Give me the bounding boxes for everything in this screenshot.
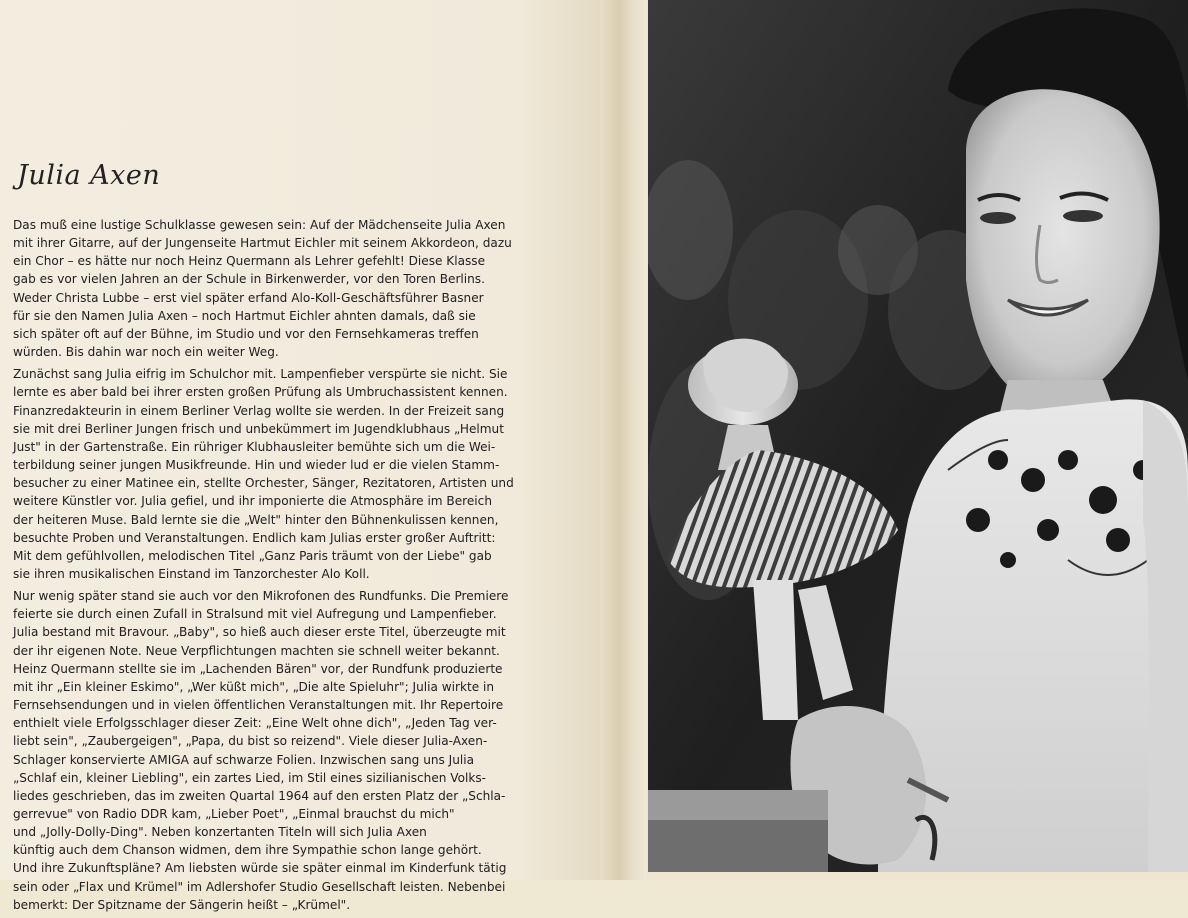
article-title: Julia Axen	[17, 160, 161, 191]
paragraph-1: Das muß eine lustige Schulklasse gewesen sein: Auf der Mädchenseite Julia Axen mit ihrer Gitarre, auf der Jungenseite Hartmut Eichler mit seinem Akkordeon, dazu ein Chor – es hätte nur noch Heinz Quermann als Lehrer gefehlt! Diese Klasse gab es vor vielen Jahren an der Schule in Birkenwerder, vor den Toren Berlins. Weder Christa Lubbe – erst viel später erfand Alo-Koll-Geschäftsführer Basner für sie den Namen Julia Axen – noch Hartmut Eichler ahnten damals, daß sie sich später oft auf der Bühne, im Studio und vor den Fernsehkameras treffen würden. Bis dahin war noch ein weiter Weg.	[13, 218, 512, 360]
paragraph-3: Nur wenig später stand sie auch vor den Mikrofonen des Rundfunks. Die Premiere feierte sie durch einen Zufall in Stralsund mit viel Aufregung und Lampenfieber. Julia bestand mit Bravour. „Baby", so hieß auch dieser erste Titel, überzeugte mit der ihr eigenen Note. Neue Verpflichtungen machten sie schnell weiter bekannt. Heinz Quermann stellte sie im „Lachenden Bären" vor, der Rundfunk produzierte mit ihr „Ein kleiner Eskimo", „Wer küßt mich", „Die alte Spieluhr"; Julia wirkte in Fernsehsendungen und in vielen öffentlichen Veranstaltungen mit. Ihr Repertoire enthielt viele Erfolgsschlager dieser Zeit: „Eine Welt ohne dich", „Jeden Tag ver- liebt sein", „Zaubergeigen", „Papa, du bist so reizend". Viele dieser Julia-Axen- Schlager konservierte AMIGA auf schwarze Folien. Inzwischen sang uns Julia „Schlaf ein, kleiner Liebling", ein zartes Lied, im Stil eines sizilianischen Volks- liedes geschrieben, das im zweiten Quartal 1964 auf den ersten Platz der „Schla- gerrevue" von Radio DDR kam, „Lieber Poet", „Einmal brauchst du mich" und „Jolly-Dolly-Ding". Neben konzertanten Titeln will sich Julia Axen künftig auch dem Chanson widmen, dem ihre Sympathie schon lange gehört. Und ihre Zukunftspläne? Am liebsten würde sie später einmal im Kinderfunk tätig sein oder „Flax und Krümel" im Adlershofer Studio Gesellschaft leisten. Nebenbei bemerkt: Der Spitzname der Sängerin heißt – „Krümel".	[13, 589, 509, 912]
photo-illustration	[648, 0, 1188, 872]
article-body	[13, 216, 576, 918]
paragraph-2: Zunächst sang Julia eifrig im Schulchor mit. Lampenfieber verspürte sie nicht. Sie lernte es aber bald bei ihrer ersten großen Prüfung als Umbruchassistent kennen. Finanzredakteurin in einem Berliner Verlag wollte sie werden. In der Freizeit sang sie mit drei Berliner Jungen frisch und unbekümmert im Jugendklubhaus „Helmut Just" in der Gartenstraße. Ein rühriger Klubhausleiter bemühte sich um die Wei- terbildung seiner jungen Musikfreunde. Hin und wieder lud er die vielen Stamm- besucher zu einer Matinee ein, stellte Orchester, Sänger, Rezitatoren, Artisten und weitere Künstler vor. Julia gefiel, und ihr imponierte die Atmosphäre im Bereich der heiteren Muse. Bald lernte sie die „Welt" hinter den Bühnenkulissen kennen, besuchte Proben und Veranstaltungen. Endlich kam Julias erster großer Auftritt: Mit dem gefühlvollen, melodischen Titel „Ganz Paris träumt von der Liebe" gab sie ihren musikalischen Einstand im Tanzorchester Alo Koll.	[13, 367, 514, 581]
portrait-with-doll-photo	[648, 0, 1188, 872]
book-gutter	[600, 0, 648, 880]
